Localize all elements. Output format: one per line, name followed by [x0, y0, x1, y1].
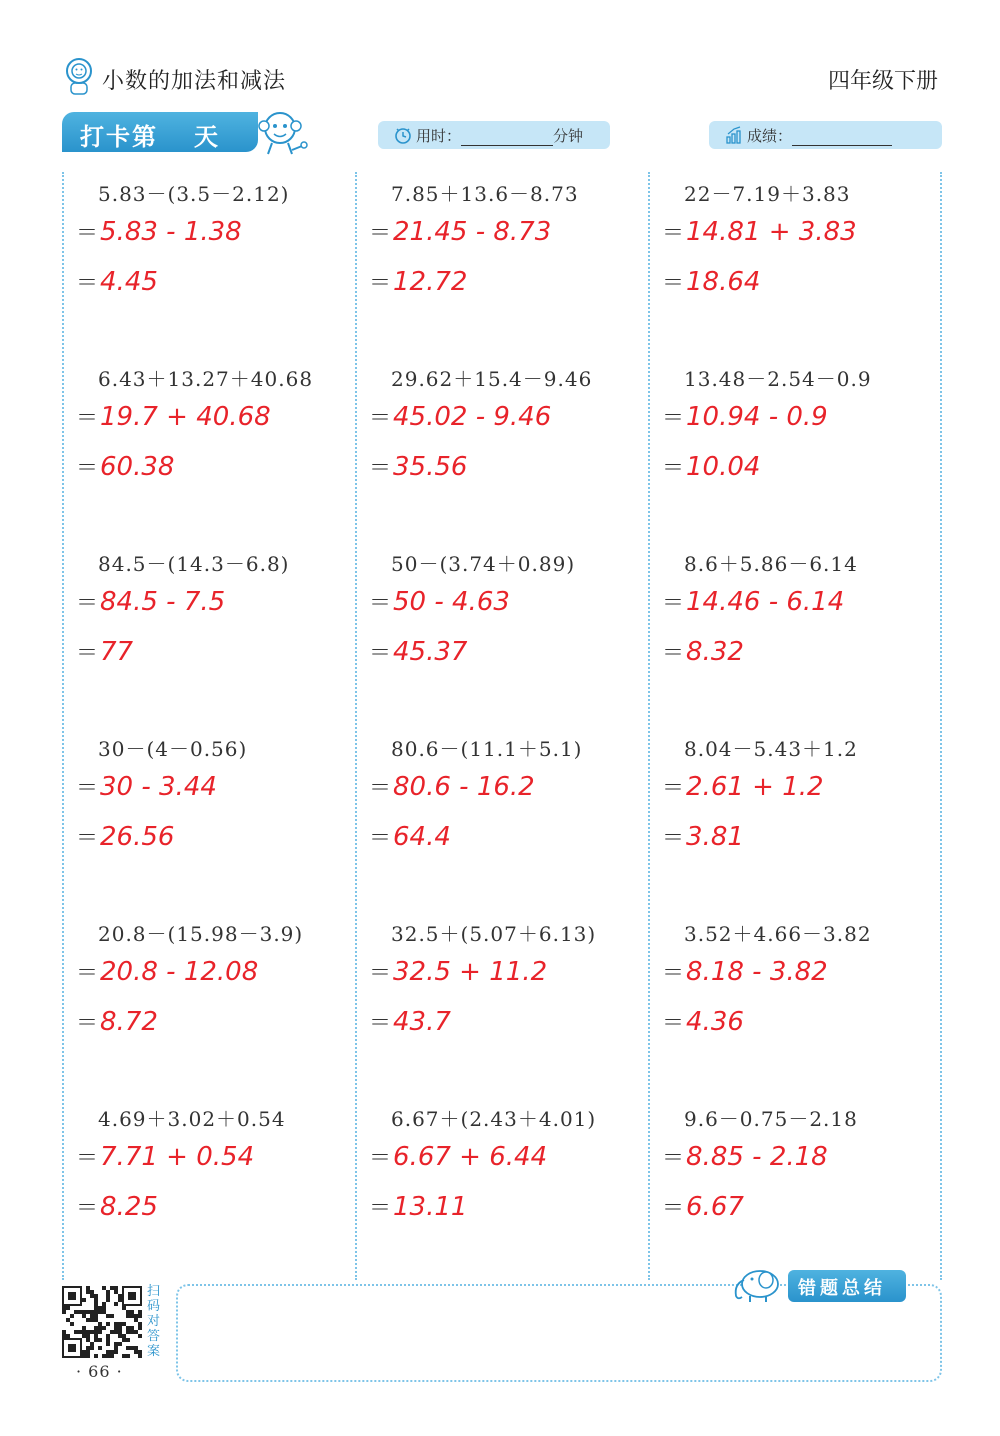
handwritten-answer: 77: [100, 637, 134, 667]
answer-step1: [76, 771, 217, 802]
elephant-icon: [730, 1264, 786, 1304]
handwritten-answer: 60.38: [100, 452, 175, 482]
problem-expression: 9.6－0.75－2.18: [684, 1107, 858, 1131]
problem-expression: 22－7.19＋3.83: [684, 182, 851, 206]
answer-step2: [369, 451, 467, 482]
problem-cell: [650, 1097, 940, 1282]
answer-step2: [662, 1006, 744, 1037]
handwritten-answer: 8.25: [100, 1192, 158, 1222]
answer-step1: [369, 401, 551, 432]
time-unit: 分钟: [553, 127, 584, 145]
answer-step2: [76, 451, 174, 482]
handwritten-answer: 10.94 - 0.9: [686, 402, 828, 432]
answer-step1: [662, 1141, 828, 1172]
problem-expression: 30－(4－0.56): [98, 737, 248, 761]
equals-sign: ＝: [369, 1196, 392, 1221]
handwritten-answer: 4.45: [100, 267, 158, 297]
equals-sign: ＝: [369, 776, 392, 801]
handwritten-answer: 8.72: [100, 1007, 158, 1037]
equals-sign: ＝: [369, 641, 392, 666]
answer-step2: [662, 1191, 744, 1222]
problem-expression: 84.5－(14.3－6.8): [98, 552, 290, 576]
time-blank[interactable]: [461, 130, 553, 146]
equals-sign: ＝: [369, 591, 392, 616]
equals-sign: ＝: [662, 591, 685, 616]
handwritten-answer: 45.37: [393, 637, 468, 667]
answer-step2: [76, 821, 174, 852]
answer-step2: [369, 1191, 467, 1222]
problem-cell: [64, 542, 354, 727]
equals-sign: ＝: [662, 776, 685, 801]
answer-step1: [662, 586, 844, 617]
problem-expression: 4.69＋3.02＋0.54: [98, 1107, 286, 1131]
answer-step2: [369, 636, 467, 667]
equals-sign: ＝: [76, 221, 99, 246]
handwritten-answer: 45.02 - 9.46: [393, 402, 552, 432]
answer-step2: [76, 1006, 158, 1037]
answer-step1: [369, 1141, 547, 1172]
column-divider: [940, 172, 942, 1280]
problem-cell: [650, 357, 940, 542]
equals-sign: ＝: [76, 406, 99, 431]
answer-step1: [662, 401, 828, 432]
handwritten-answer: 64.4: [393, 822, 451, 852]
clock-icon: [394, 126, 412, 144]
equals-sign: ＝: [76, 591, 99, 616]
answer-step1: [369, 216, 551, 247]
check-in-day-banner: [62, 112, 258, 152]
problem-expression: 13.48－2.54－0.9: [684, 367, 872, 391]
day-prefix: 打卡第: [80, 123, 158, 151]
equals-sign: ＝: [662, 271, 685, 296]
equals-sign: ＝: [369, 221, 392, 246]
answer-step1: [76, 401, 271, 432]
page-title: 小数的加法和减法: [102, 69, 287, 94]
answer-step2: [76, 266, 158, 297]
equals-sign: ＝: [76, 961, 99, 986]
equals-sign: ＝: [76, 456, 99, 481]
handwritten-answer: 14.81 + 3.83: [686, 217, 857, 247]
handwritten-answer: 14.46 - 6.14: [686, 587, 845, 617]
equals-sign: ＝: [662, 641, 685, 666]
handwritten-answer: 8.85 - 2.18: [686, 1142, 828, 1172]
answer-step2: [369, 1006, 451, 1037]
problem-expression: 3.52＋4.66－3.82: [684, 922, 872, 946]
equals-sign: ＝: [662, 1011, 685, 1036]
equals-sign: ＝: [662, 456, 685, 481]
equals-sign: ＝: [369, 961, 392, 986]
handwritten-answer: 19.7 + 40.68: [100, 402, 271, 432]
problem-expression: 6.67＋(2.43＋4.01): [391, 1107, 597, 1131]
handwritten-answer: 2.61 + 1.2: [686, 772, 824, 802]
answer-step2: [369, 821, 451, 852]
equals-sign: ＝: [76, 1146, 99, 1171]
qr-caption: 扫码对答案: [147, 1284, 161, 1359]
page-number: · 66 ·: [76, 1362, 123, 1381]
handwritten-answer: 5.83 - 1.38: [100, 217, 242, 247]
time-spent-field: [378, 121, 610, 149]
problem-expression: 8.04－5.43＋1.2: [684, 737, 858, 761]
problem-expression: 32.5＋(5.07＋6.13): [391, 922, 597, 946]
answer-step1: [76, 216, 242, 247]
score-blank[interactable]: [792, 130, 892, 146]
answer-step2: [369, 266, 467, 297]
equals-sign: ＝: [662, 1196, 685, 1221]
answer-step2: [76, 636, 133, 667]
problem-cell: [64, 1097, 354, 1282]
handwritten-answer: 80.6 - 16.2: [393, 772, 535, 802]
score-chart-icon: [725, 126, 743, 144]
handwritten-answer: 3.81: [686, 822, 744, 852]
equals-sign: ＝: [369, 1011, 392, 1036]
problem-cell: [357, 727, 647, 912]
answer-step1: [662, 956, 828, 987]
equals-sign: ＝: [662, 406, 685, 431]
handwritten-answer: 50 - 4.63: [393, 587, 510, 617]
problem-expression: 29.62＋15.4－9.46: [391, 367, 593, 391]
answer-step2: [662, 451, 760, 482]
problem-expression: 80.6－(11.1＋5.1): [391, 737, 583, 761]
lion-mascot-icon: [62, 56, 96, 96]
equals-sign: ＝: [76, 1011, 99, 1036]
answer-step2: [662, 821, 744, 852]
handwritten-answer: 12.72: [393, 267, 468, 297]
equals-sign: ＝: [369, 271, 392, 296]
problem-cell: [357, 357, 647, 542]
handwritten-answer: 30 - 3.44: [100, 772, 217, 802]
handwritten-answer: 20.8 - 12.08: [100, 957, 259, 987]
handwritten-answer: 18.64: [686, 267, 761, 297]
mistake-summary-tab: 错题总结: [788, 1270, 906, 1302]
problem-cell: [64, 172, 354, 357]
equals-sign: ＝: [369, 406, 392, 431]
problem-expression: 20.8－(15.98－3.9): [98, 922, 304, 946]
handwritten-answer: 43.7: [393, 1007, 451, 1037]
equals-sign: ＝: [369, 456, 392, 481]
answer-step2: [662, 266, 760, 297]
handwritten-answer: 21.45 - 8.73: [393, 217, 552, 247]
answer-step1: [662, 216, 857, 247]
equals-sign: ＝: [76, 271, 99, 296]
equals-sign: ＝: [662, 826, 685, 851]
handwritten-answer: 26.56: [100, 822, 175, 852]
answer-step1: [369, 956, 547, 987]
score-label: 成绩：: [747, 127, 793, 145]
problem-cell: [650, 912, 940, 1097]
problem-cell: [357, 542, 647, 727]
problem-cell: [64, 912, 354, 1097]
problem-cell: [357, 1097, 647, 1282]
handwritten-answer: 32.5 + 11.2: [393, 957, 548, 987]
answer-step2: [662, 636, 744, 667]
handwritten-answer: 4.36: [686, 1007, 744, 1037]
equals-sign: ＝: [662, 221, 685, 246]
problem-expression: 7.85＋13.6－8.73: [391, 182, 579, 206]
handwritten-answer: 6.67 + 6.44: [393, 1142, 548, 1172]
score-field: [709, 121, 942, 149]
equals-sign: ＝: [76, 641, 99, 666]
grade-label: 四年级下册: [827, 69, 938, 94]
handwritten-answer: 35.56: [393, 452, 468, 482]
problem-cell: [650, 727, 940, 912]
problem-cell: [64, 727, 354, 912]
answer-step1: [662, 771, 824, 802]
day-suffix: 天: [194, 123, 220, 151]
answer-step1: [76, 586, 225, 617]
equals-sign: ＝: [369, 826, 392, 851]
problem-cell: [650, 542, 940, 727]
handwritten-answer: 8.18 - 3.82: [686, 957, 828, 987]
time-label: 用时：: [416, 127, 462, 145]
handwritten-answer: 84.5 - 7.5: [100, 587, 226, 617]
problem-cell: [357, 172, 647, 357]
equals-sign: ＝: [76, 1196, 99, 1221]
answer-step1: [76, 1141, 254, 1172]
answer-step1: [369, 771, 535, 802]
equals-sign: ＝: [662, 961, 685, 986]
answer-step1: [76, 956, 258, 987]
problem-expression: 6.43＋13.27＋40.68: [98, 367, 314, 391]
problem-cell: [64, 357, 354, 542]
problem-cell: [357, 912, 647, 1097]
equals-sign: ＝: [76, 776, 99, 801]
handwritten-answer: 13.11: [393, 1192, 468, 1222]
handwritten-answer: 8.32: [686, 637, 744, 667]
problem-expression: 5.83－(3.5－2.12): [98, 182, 290, 206]
problem-cell: [650, 172, 940, 357]
monkey-mascot-icon: [252, 106, 310, 158]
handwritten-answer: 10.04: [686, 452, 761, 482]
answer-step1: [369, 586, 510, 617]
problem-expression: 50－(3.74＋0.89): [391, 552, 576, 576]
equals-sign: ＝: [369, 1146, 392, 1171]
equals-sign: ＝: [76, 826, 99, 851]
handwritten-answer: 6.67: [686, 1192, 744, 1222]
handwritten-answer: 7.71 + 0.54: [100, 1142, 255, 1172]
answer-step2: [76, 1191, 158, 1222]
problem-expression: 8.6＋5.86－6.14: [684, 552, 858, 576]
equals-sign: ＝: [662, 1146, 685, 1171]
qr-code[interactable]: [62, 1286, 142, 1358]
